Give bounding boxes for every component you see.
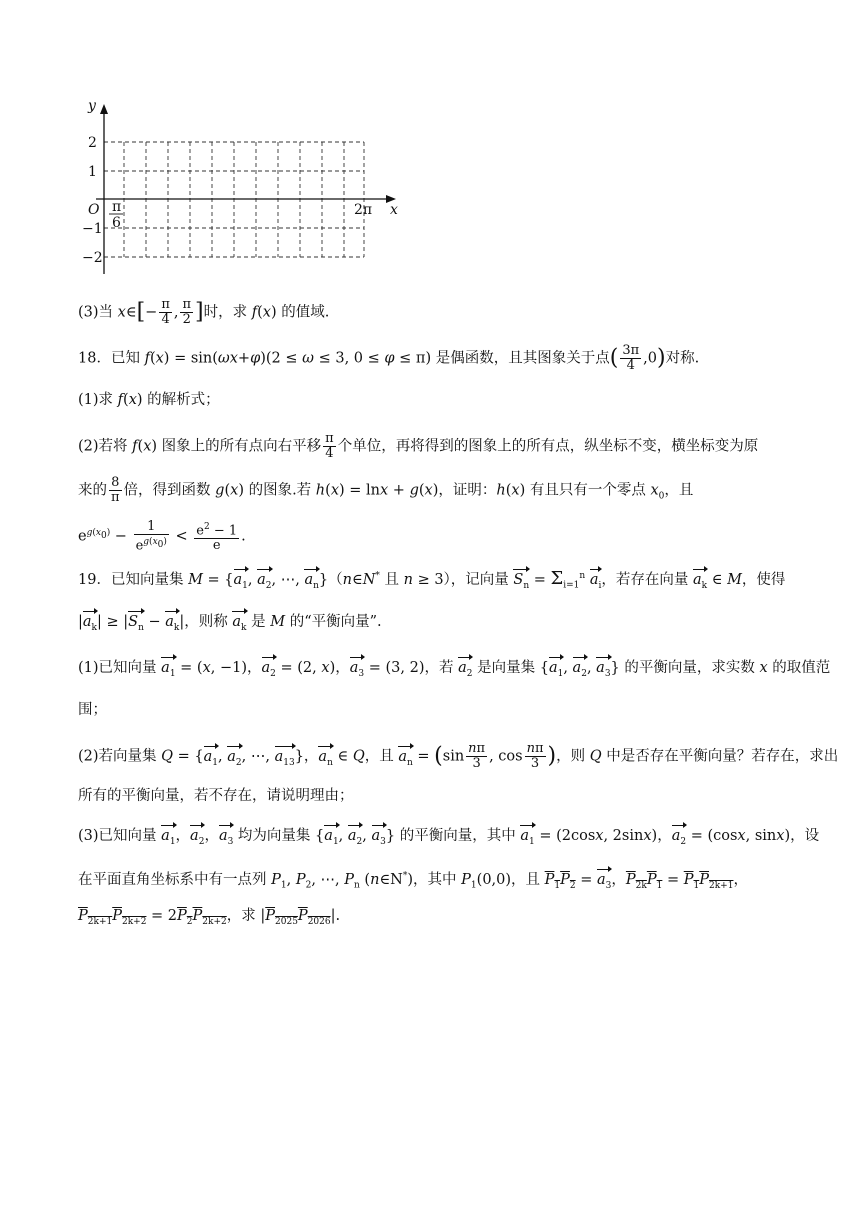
y-tick-neg2: −2 <box>82 250 103 266</box>
q19-header-line1: 19．已知向量集 $M = \{a_1$, $a_2$, ⋯, $a_n\}(n\in N^*$ 且 n ≥ 3），记向量 $S_n = \Sigma_{i=1}^n$ $a_i$，若存在向量 $a_k$ ∈ M，使得 <box>78 566 785 596</box>
q18-header: 18．已知 f(x) = sin(ωx+φ)(2 ≤ ω ≤ 3, 0 ≤ φ ≤ π) 是偶函数，且其图象关于点( $\frac{3\pi}{4}$ ,0)对称. <box>78 343 700 373</box>
q19-header-line2: $|a_k| \ge |S_n - a_k|$，则称 $a_k$ 是 M 的“平衡向量”. <box>78 612 382 638</box>
y-tick-1: 1 <box>88 164 97 180</box>
q19-part1-line1: (1)已知向量 $a_1 = (x$, −1)，$a_2 = (2$, x)，$a_3 = (3$, 2)，若 $a_2$ 是向量集 {$a_1$, $a_2$, $a_3$} 的平衡向量，求实数 x 的取值范 <box>78 658 830 684</box>
q19-part3-line3: $P_{2k+1}P_{2k+2} = 2P_2P_{2k+2}$，求 $|P_{2025}P_{2026}|$. <box>78 908 341 927</box>
q18-part1: (1)求 f(x) 的解析式； <box>78 392 220 408</box>
origin-label: O <box>88 202 100 218</box>
q18-part2-line3: $e^{g(x_0)}$ − $\frac{1}{e^{g(x_0)}}$ < $\frac{e^2 - 1}{e}$ . <box>78 519 246 554</box>
q19-part2-line1: (2)若向量集 $Q = \{a_1$, $a_2$, ⋯, $a_{13}$}，$a_n$ ∈ Q，且 $a_n = (\sin$ $\frac{n\pi}{3}$ , cos $\frac{n\pi}{3}$ )，则 Q 中是否存在平衡向量？若存在，求出 <box>78 741 839 771</box>
y-axis-arrow <box>100 104 108 114</box>
x-tick-pi-over-6 <box>109 199 123 231</box>
svg-text:π: π <box>112 199 122 215</box>
y-tick-neg1: −1 <box>82 221 103 237</box>
q19-part2-line2: 所有的平衡向量，若不存在，请说明理由； <box>78 788 354 804</box>
x-axis-label: x <box>390 202 398 218</box>
y-tick-2: 2 <box>88 135 97 151</box>
q19-part1-line2: 围； <box>78 702 107 718</box>
x-tick-2pi: 2π <box>354 202 373 218</box>
svg-text:6: 6 <box>112 215 121 231</box>
y-axis-label: y <box>88 98 96 114</box>
q18-part2-line2: 来的 $\frac{8}{\pi}$ 倍，得到函数 g(x) 的图象.若 h(x) = lnx + g(x)，证明：h(x) 有且只有一个零点 $x_0$，且 <box>78 475 694 505</box>
q19-part3-line2: 在平面直角坐标系中有一点列 $P_1$, $P_2$, ⋯, $P_n$ (n∈N*)，其中 $P_1(0,0)$，且 $P_1P_2 = a_3$，$P_{2k}P_1 = P_1P_{2k+1}$， <box>78 866 748 896</box>
q18-part2-line1: (2)若将 f(x) 图象上的所有点向右平移 $\frac{\pi}{4}$ 个单位，再将得到的图象上的所有点，纵坐标不变，横坐标变为原 <box>78 431 759 461</box>
q19-part3-line1: (3)已知向量 $a_1$，$a_2$，$a_3$ 均为向量集 {$a_1$, $a_2$, $a_3$} 的平衡向量，其中 $a_1 = (2\cos x$, 2sinx)，$a_2 = (\cos x$, sinx)，设 <box>78 826 819 852</box>
q17-part3: (3)当 x∈[− $\frac{\pi}{4}$ , $\frac{\pi}{2}$ ]时，求 f(x) 的值域. <box>78 297 330 327</box>
coordinate-grid-figure <box>78 96 408 281</box>
